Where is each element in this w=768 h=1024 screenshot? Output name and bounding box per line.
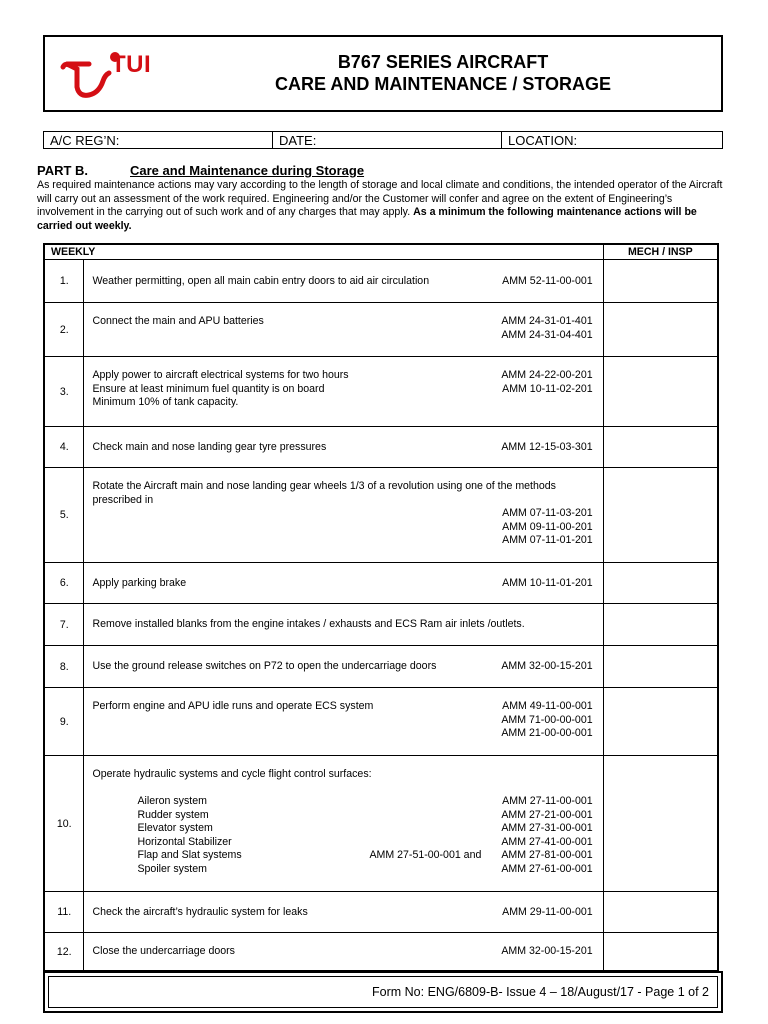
amm-reference: AMM 10-11-02-201: [502, 382, 593, 395]
task-number: 11.: [44, 892, 84, 933]
amm-reference: AMM 49-11-00-001: [502, 700, 593, 712]
title-line-1: B767 SERIES AIRCRAFT: [337, 52, 549, 72]
amm-reference: AMM 10-11-01-201: [502, 577, 593, 589]
task-text: Weather permitting, open all main cabin entry doors to aid air circulation: [92, 275, 430, 287]
amm-reference: AMM 27-51-00-001 and: [369, 849, 482, 861]
task-row: [44, 933, 718, 972]
amm-reference: AMM 07-11-03-201: [502, 507, 593, 519]
header-box: [43, 35, 723, 112]
amm-reference: AMM 12-15-03-301: [501, 441, 593, 453]
task-row: [44, 427, 718, 468]
document-title: [165, 51, 721, 95]
task-number: 9.: [44, 688, 84, 756]
mech-insp-signoff-cell[interactable]: [603, 646, 718, 688]
amm-reference: AMM 07-11-01-201: [502, 534, 593, 546]
amm-reference: AMM 24-31-01-401: [501, 315, 593, 327]
task-number: 3.: [44, 357, 84, 427]
flight-control-system: Rudder system: [137, 808, 209, 821]
amm-reference: AMM 27-31-00-001: [501, 822, 593, 834]
task-text: prescribed in: [92, 493, 154, 506]
task-description-cell: [84, 468, 603, 563]
mech-insp-signoff-cell[interactable]: [603, 756, 718, 892]
weekly-header: WEEKLY: [44, 244, 603, 260]
mech-insp-signoff-cell[interactable]: [603, 933, 718, 972]
amm-reference: AMM 27-21-00-001: [501, 808, 593, 821]
logo-text: TUI: [111, 51, 152, 78]
task-row: [44, 260, 718, 303]
task-number: 7.: [44, 604, 84, 646]
task-row: [44, 303, 718, 357]
intro-text: As required maintenance actions may vary according to the length of storage and local climate and conditions, the intended operator of the Aircraft will carry out an assessment of the work required. Engineering and/or the Customer will confer and agree on the extent of Engineering’s involvement in the carrying out of such work and of any charges that may apply.: [37, 179, 723, 218]
part-label: PART B.: [37, 163, 89, 178]
task-text: Rotate the Aircraft main and nose landing gear wheels 1/3 of a revolution using one of the methods: [92, 480, 556, 492]
task-row: [44, 756, 718, 892]
task-number: 10.: [44, 756, 84, 892]
amm-reference: AMM 32-00-15-201: [501, 660, 593, 672]
title-line-2: CARE AND MAINTENANCE / STORAGE: [274, 74, 611, 94]
task-description-cell: [84, 756, 603, 892]
amm-reference: AMM 27-81-00-001: [501, 849, 593, 861]
flight-control-system: Elevator system: [137, 822, 213, 834]
amm-reference: AMM 29-11-00-001: [502, 906, 593, 918]
flight-control-system: Horizontal Stabilizer: [137, 835, 232, 848]
location-field[interactable]: LOCATION:: [502, 132, 723, 149]
amm-reference: AMM 27-41-00-001: [501, 835, 593, 848]
task-row: [44, 468, 718, 563]
task-number: 1.: [44, 260, 84, 303]
mech-insp-signoff-cell[interactable]: [603, 563, 718, 604]
task-description-cell: [84, 303, 603, 357]
mech-insp-signoff-cell[interactable]: [603, 357, 718, 427]
amm-reference: AMM 27-11-00-001: [502, 795, 593, 807]
task-table: [43, 243, 719, 972]
task-description-cell: [84, 563, 603, 604]
mech-insp-header: MECH / INSP: [603, 244, 718, 260]
mech-insp-signoff-cell[interactable]: [603, 427, 718, 468]
mech-insp-signoff-cell[interactable]: [603, 260, 718, 303]
task-row: [44, 604, 718, 646]
task-number: 12.: [44, 933, 84, 972]
flight-control-system: Flap and Slat systems: [137, 849, 242, 861]
task-text: Apply parking brake: [92, 577, 187, 589]
task-text: Apply power to aircraft electrical systems for two hours: [92, 369, 349, 381]
task-text: Operate hydraulic systems and cycle flight control surfaces:: [92, 768, 372, 780]
task-text: Remove installed blanks from the engine intakes / exhausts and ECS Ram air inlets /outlets.: [92, 618, 525, 630]
form-number: Form No: ENG/6809-B- Issue 4 – 18/August/17 - Page 1 of 2: [372, 985, 709, 999]
task-row: [44, 892, 718, 933]
task-row: [44, 563, 718, 604]
task-text: Use the ground release switches on P72 to open the undercarriage doors: [92, 660, 437, 672]
task-description-cell: [84, 427, 603, 468]
flight-control-system: Aileron system: [137, 795, 207, 807]
task-row: [44, 646, 718, 688]
task-description-cell: [84, 260, 603, 303]
task-text: Connect the main and APU batteries: [92, 315, 264, 327]
task-row: [44, 357, 718, 427]
amm-reference: AMM 24-31-04-401: [501, 328, 593, 341]
amm-reference: AMM 52-11-00-001: [502, 275, 593, 287]
task-text: Ensure at least minimum fuel quantity is on board: [92, 382, 325, 395]
task-text: Minimum 10% of tank capacity.: [92, 396, 239, 408]
task-number: 6.: [44, 563, 84, 604]
amm-reference: AMM 09-11-00-201: [502, 520, 593, 533]
task-text: Close the undercarriage doors: [92, 945, 235, 957]
mech-insp-signoff-cell[interactable]: [603, 688, 718, 756]
task-description-cell: [84, 357, 603, 427]
amm-reference: AMM 32-00-15-201: [501, 945, 593, 957]
mech-insp-signoff-cell[interactable]: [603, 892, 718, 933]
footer-inner: [48, 976, 718, 1008]
task-description-cell: [84, 933, 603, 972]
footer-box: [43, 971, 723, 1013]
date-field[interactable]: DATE:: [273, 132, 502, 149]
task-number: 4.: [44, 427, 84, 468]
task-text: Perform engine and APU idle runs and operate ECS system: [92, 700, 374, 712]
task-description-cell: [84, 604, 603, 646]
task-description-cell: [84, 892, 603, 933]
mech-insp-signoff-cell[interactable]: [603, 303, 718, 357]
flight-control-system: Spoiler system: [137, 862, 207, 875]
task-text: Check the aircraft’s hydraulic system for leaks: [92, 906, 308, 918]
task-number: 5.: [44, 468, 84, 563]
task-text: Check main and nose landing gear tyre pressures: [92, 441, 327, 453]
task-description-cell: [84, 646, 603, 688]
reg-field[interactable]: A/C REG’N:: [44, 132, 273, 149]
intro-paragraph: [37, 179, 731, 233]
amm-reference: AMM 71-00-00-001: [501, 713, 593, 726]
task-number: 2.: [44, 303, 84, 357]
mech-insp-signoff-cell[interactable]: [603, 604, 718, 646]
intro-bold-text: As a minimum the following maintenance actions will be carried out weekly.: [37, 206, 697, 232]
mech-insp-signoff-cell[interactable]: [603, 468, 718, 563]
amm-reference: AMM 27-61-00-001: [501, 862, 593, 875]
part-title: Care and Maintenance during Storage: [130, 163, 365, 178]
task-body: [44, 260, 718, 972]
amm-reference: AMM 21-00-00-001: [501, 727, 593, 739]
task-number: 8.: [44, 646, 84, 688]
task-description-cell: [84, 688, 603, 756]
info-table: [43, 131, 723, 149]
task-row: [44, 688, 718, 756]
amm-reference: AMM 24-22-00-201: [501, 369, 593, 381]
